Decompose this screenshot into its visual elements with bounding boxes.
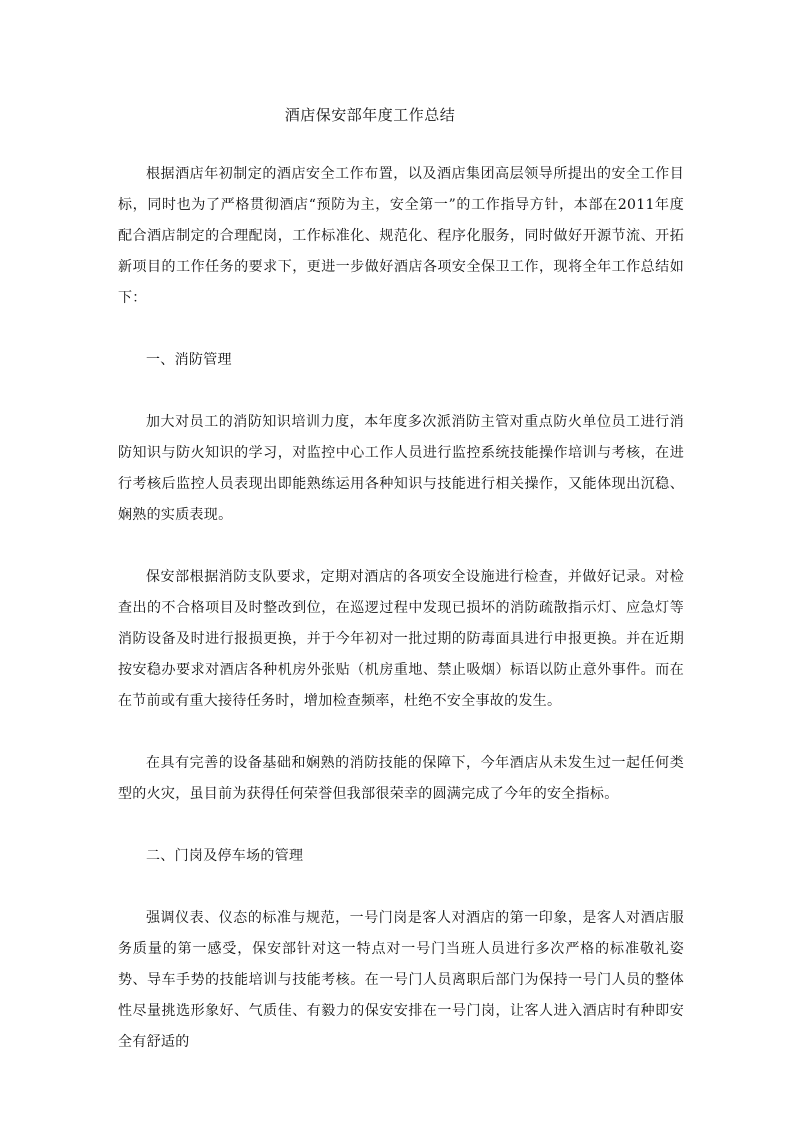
intro-paragraph: 根据酒店年初制定的酒店安全工作布置，以及酒店集团高层领导所提出的安全工作目标，同时也为了严格贯彻酒店“预防为主，安全第一”的工作指导方针，本部在2011年度配合酒店制定的合理配岗，工作标准化、规范化、程序化服务，同时做好开源节流、开拓新项目的工作任务的要求下，更进一步做好酒店各项安全保卫工作，现将全年工作总结如下：: [118, 166, 684, 306]
fire-training-paragraph: 加大对员工的消防知识培训力度，本年度多次派消防主管对重点防火单位员工进行消防知识与防火知识的学习，对监控中心工作人员进行监控系统技能操作培训与考核，在进行考核后监控人员表现出即能熟练运用各种知识与技能进行相关操作，又能体现出沉稳、娴熟的实质表现。: [118, 414, 684, 523]
gate-standards-paragraph: 强调仪表、仪态的标准与规范，一号门岗是客人对酒店的第一印象，是客人对酒店服务质量的第一感受，保安部针对这一特点对一号门当班人员进行多次严格的标准敬礼姿势、导车手势的技能培训与技能考核。在一号门人员离职后部门为保持一号门人员的整体性尽量挑选形象好、气质佳、有毅力的保安安排在一号门岗，让客人进入酒店时有种即安全有舒适的: [118, 910, 684, 1050]
section-heading-fire-management: 一、消防管理: [146, 352, 232, 368]
document-body: [118, 159, 684, 1058]
section-heading-gate-parking: 二、门岗及停车场的管理: [146, 848, 304, 864]
fire-result-paragraph: 在具有完善的设备基础和娴熟的消防技能的保障下，今年酒店从未发生过一起任何类型的火灾，虽目前为获得任何荣誉但我部很荣幸的圆满完成了今年的安全指标。: [118, 755, 684, 802]
document-title: 酒店保安部年度工作总结: [284, 106, 456, 124]
fire-inspection-paragraph: 保安部根据消防支队要求，定期对酒店的各项安全设施进行检查，并做好记录。对检查出的不合格项目及时整改到位，在巡逻过程中发现已损坏的消防疏散指示灯、应急灯等消防设备及时进行报损更换，并于今年初对一批过期的防毒面具进行申报更换。并在近期按安稳办要求对酒店各种机房外张贴（机房重地、禁止吸烟）标语以防止意外事件。而在在节前或有重大接待任务时，增加检查频率，杜绝不安全事故的发生。: [118, 569, 684, 709]
